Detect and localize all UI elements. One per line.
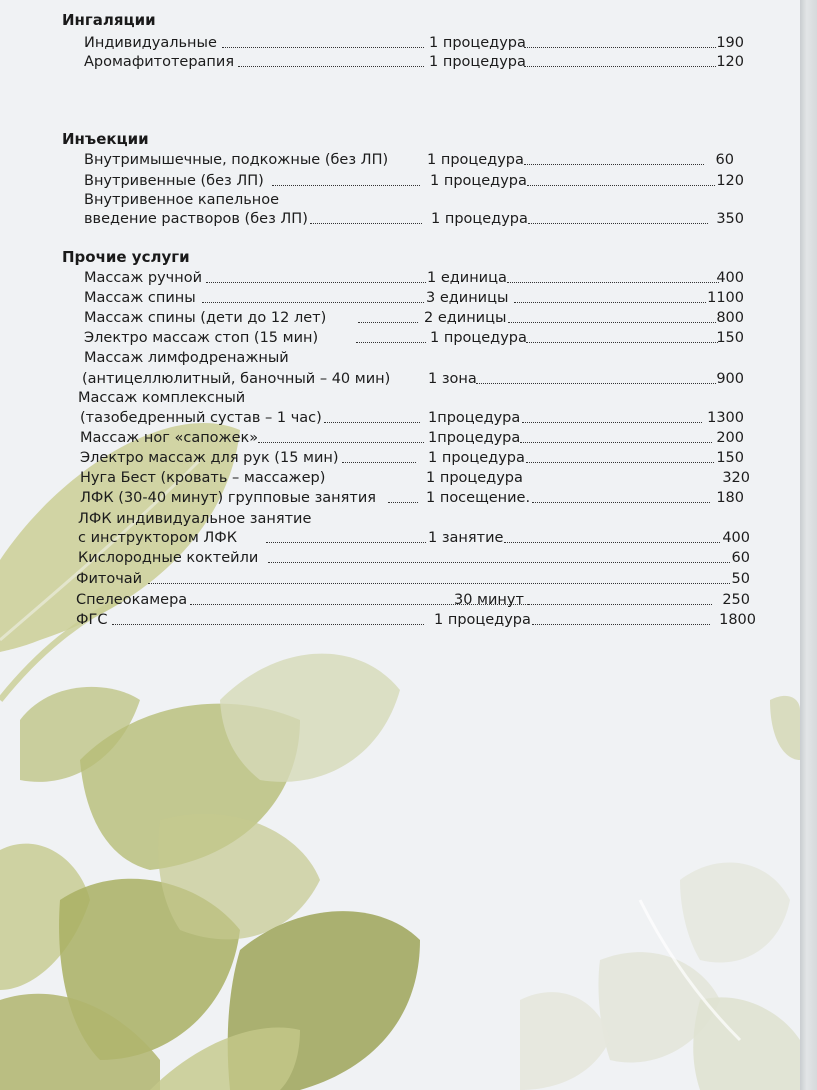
price-row xyxy=(84,288,744,308)
service-name: Массаж ручной xyxy=(84,270,203,286)
service-name-line1: Массаж лимфодренажный xyxy=(84,350,289,366)
service-price: 320 xyxy=(722,470,750,486)
price-row xyxy=(76,590,750,610)
service-name: Электро массаж для рук (15 мин) xyxy=(80,450,339,466)
service-name: Фиточай xyxy=(76,571,143,587)
price-row xyxy=(80,408,744,428)
price-row xyxy=(80,448,744,468)
service-unit: 1 процедура xyxy=(431,211,528,227)
service-price: 150 xyxy=(716,450,744,466)
service-name-line1: Внутривенное капельное xyxy=(84,192,280,208)
price-row xyxy=(84,171,744,191)
page-edge xyxy=(800,0,817,1090)
price-row xyxy=(84,52,744,72)
service-unit: 1 процедура xyxy=(426,470,523,486)
price-row xyxy=(80,428,744,448)
price-row xyxy=(80,488,744,508)
service-price: 190 xyxy=(716,35,744,51)
service-name: с инструктором ЛФК xyxy=(78,530,238,546)
service-unit: 1 процедура xyxy=(430,330,527,346)
service-unit: 1процедура xyxy=(428,410,521,426)
service-price: 800 xyxy=(716,310,744,326)
service-unit: 1 процедура xyxy=(428,450,525,466)
service-name: Нуга Бест (кровать – массажер) xyxy=(80,470,326,486)
service-name: (антицеллюлитный, баночный – 40 мин) xyxy=(82,371,391,387)
service-name: Внутримышечные, подкожные (без ЛП) xyxy=(84,152,389,168)
service-price: 1300 xyxy=(707,410,744,426)
service-price: 200 xyxy=(716,430,744,446)
price-row xyxy=(76,569,750,589)
service-name: Массаж спины (дети до 12 лет) xyxy=(84,310,327,326)
service-unit: 1 процедура xyxy=(430,173,527,189)
service-unit: 2 единицы xyxy=(424,310,507,326)
section-title-injections: Инъекции xyxy=(62,130,149,148)
service-price: 60 xyxy=(715,152,734,168)
section-title-inhalations: Ингаляции xyxy=(62,11,156,29)
service-name: ФГС xyxy=(76,612,108,628)
service-name: введение растворов (без ЛП) xyxy=(84,211,308,227)
service-price: 1100 xyxy=(707,290,744,306)
service-price: 350 xyxy=(716,211,744,227)
service-name-line1: ЛФК индивидуальное занятие xyxy=(78,511,312,527)
service-price: 250 xyxy=(722,592,750,608)
service-price: 1800 xyxy=(719,612,756,628)
price-row xyxy=(84,209,744,229)
service-price: 180 xyxy=(716,490,744,506)
service-price: 50 xyxy=(731,571,750,587)
service-unit: 1 процедура xyxy=(429,54,526,70)
price-row xyxy=(84,328,744,348)
service-name: Массаж спины xyxy=(84,290,196,306)
price-row xyxy=(84,33,744,53)
service-unit: 1 зона xyxy=(428,371,477,387)
service-name: Электро массаж стоп (15 мин) xyxy=(84,330,319,346)
service-name: (тазобедренный сустав – 1 час) xyxy=(80,410,322,426)
price-row xyxy=(80,468,750,488)
service-unit: 1 процедура xyxy=(429,35,526,51)
service-name: ЛФК (30-40 минут) групповые занятия xyxy=(80,490,376,506)
service-name: Аромафитотерапия xyxy=(84,54,235,70)
service-unit: 3 единицы xyxy=(426,290,509,306)
price-row xyxy=(84,150,734,170)
service-name: Внутривенные (без ЛП) xyxy=(84,173,264,189)
service-unit: 1процедура xyxy=(428,430,521,446)
service-name: Спелеокамера xyxy=(76,592,188,608)
service-unit: 1 процедура xyxy=(427,152,524,168)
service-name: Индивидуальные xyxy=(84,35,217,51)
service-price: 120 xyxy=(716,54,744,70)
service-unit: 30 минут xyxy=(454,592,524,608)
service-unit: 1 посещение. xyxy=(426,490,531,506)
service-price: 900 xyxy=(716,371,744,387)
price-row xyxy=(84,308,744,328)
service-price: 120 xyxy=(716,173,744,189)
service-price: 60 xyxy=(731,550,750,566)
service-unit: 1 занятие xyxy=(428,530,504,546)
section-title-other-services: Прочие услуги xyxy=(62,248,190,266)
price-row xyxy=(78,528,750,548)
price-row xyxy=(84,369,744,389)
price-row xyxy=(76,610,756,630)
price-row xyxy=(84,268,744,288)
service-name: Кислородные коктейли xyxy=(78,550,259,566)
price-row xyxy=(78,548,750,568)
service-price: 400 xyxy=(716,270,744,286)
service-unit: 1 процедура xyxy=(434,612,531,628)
service-name-line1: Массаж комплексный xyxy=(78,390,246,406)
service-name: Массаж ног «сапожек» xyxy=(80,430,259,446)
service-unit: 1 единица xyxy=(427,270,507,286)
service-price: 400 xyxy=(722,530,750,546)
service-price: 150 xyxy=(716,330,744,346)
